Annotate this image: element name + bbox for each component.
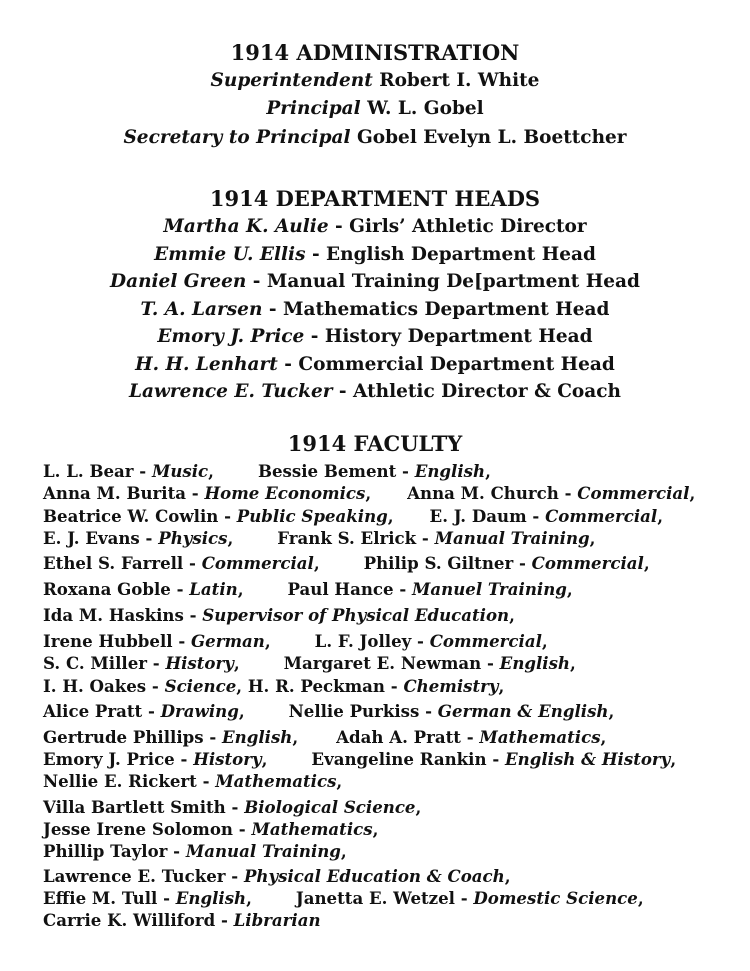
faculty-row	[43, 528, 595, 548]
faculty-row	[43, 819, 378, 839]
separator: ,	[637, 888, 644, 908]
faculty-name: Anna M. Burita -	[43, 483, 205, 503]
faculty-subject: Librarian	[233, 910, 321, 930]
faculty-subject: German & English	[437, 701, 609, 721]
admin-line-secretary	[0, 124, 750, 152]
department-head-line	[0, 296, 750, 324]
faculty-row	[43, 483, 695, 503]
faculty-name: Emory J. Price -	[43, 749, 194, 769]
department-head-line	[0, 323, 750, 351]
faculty-name: I. H. Oakes -	[43, 676, 165, 696]
faculty-name: Frank S. Elrick -	[277, 528, 435, 548]
faculty-name: Alice Pratt -	[43, 701, 161, 721]
faculty-name: Jesse Irene Solomon -	[43, 819, 252, 839]
faculty-subject: Commercial	[545, 506, 658, 526]
faculty-subject: Mathematics	[251, 819, 373, 839]
department-head-line	[0, 241, 750, 269]
faculty-row	[43, 797, 421, 817]
faculty-name: Irene Hubbell -	[43, 631, 192, 651]
faculty-subject: Chemistry	[403, 676, 499, 696]
faculty-row	[43, 910, 321, 930]
faculty-name: Villa Bartlett Smith -	[43, 797, 245, 817]
department-head-line	[0, 378, 750, 406]
faculty-name: Bessie Bement -	[257, 461, 415, 481]
faculty-subject: Public Speaking	[236, 506, 388, 526]
faculty-name: Philip S. Giltner -	[363, 553, 532, 573]
head-name: Emory J. Price	[157, 326, 305, 347]
separator: ,	[340, 841, 347, 861]
administration-title: 1914 ADMINISTRATION	[230, 40, 520, 65]
faculty-subject: Physical Education & Coach	[243, 866, 505, 886]
separator: ,	[689, 483, 696, 503]
faculty-row	[43, 866, 511, 886]
faculty-row	[43, 888, 644, 908]
faculty-subject: Manual Training	[185, 841, 341, 861]
head-name: T. A. Larsen	[140, 298, 263, 320]
admin-line-superintendent	[0, 67, 750, 95]
separator: ,	[246, 888, 252, 908]
faculty-row	[43, 506, 663, 526]
head-role: - Mathematics Department Head	[262, 298, 610, 320]
faculty-name: Carrie K. Williford -	[43, 910, 234, 930]
head-role: - History Department Head	[304, 326, 593, 347]
faculty-name: E. J. Daum -	[429, 506, 546, 526]
separator: ,	[485, 461, 491, 481]
faculty-subject: English	[175, 888, 247, 908]
faculty-name: L. L. Bear -	[43, 461, 152, 481]
head-role: - Girls’ Athletic Director	[328, 216, 587, 237]
faculty-row	[43, 605, 515, 625]
separator: ,	[336, 771, 343, 791]
separator: ,	[237, 579, 244, 599]
faculty-row	[43, 749, 676, 769]
admin-name: Robert I. White	[372, 70, 540, 91]
separator: ,	[238, 701, 245, 721]
faculty-subject: English & History	[505, 749, 671, 769]
separator: ,	[657, 506, 664, 526]
head-name: Daniel Green	[110, 271, 247, 292]
admin-role: Superintendent	[210, 70, 373, 91]
faculty-name: L. F. Jolley -	[314, 631, 430, 651]
separator: ,	[372, 819, 379, 839]
faculty-subject: Commercial	[201, 553, 314, 573]
faculty-title-wrap	[0, 430, 750, 458]
faculty-name: Ethel S. Farrell -	[43, 553, 202, 573]
admin-role: Secretary to Principal	[123, 127, 351, 148]
admin-line-principal	[0, 95, 750, 123]
separator: ,	[387, 506, 394, 526]
separator: ,	[566, 579, 573, 599]
separator: ,	[589, 528, 596, 548]
faculty-row	[43, 701, 614, 721]
faculty-subject: Commercial	[429, 631, 542, 651]
department-head-line	[0, 213, 750, 241]
head-name: Emmie U. Ellis	[154, 243, 306, 265]
separator: ,	[261, 749, 268, 769]
faculty-row	[43, 676, 504, 696]
faculty-subject: Science	[164, 676, 237, 696]
separator: ,	[365, 483, 372, 503]
faculty-name: E. J. Evans -	[43, 528, 159, 548]
separator: ,	[643, 553, 650, 573]
department-heads-title: 1914 DEPARTMENT HEADS	[209, 186, 541, 211]
faculty-subject: Domestic Science	[473, 888, 638, 908]
faculty-subject: History	[165, 653, 234, 673]
faculty-row	[43, 631, 548, 651]
faculty-row	[43, 553, 650, 573]
faculty-row	[43, 771, 342, 791]
faculty-name: Gertrude Phillips -	[43, 727, 223, 747]
separator: ,	[670, 749, 677, 769]
separator: ,	[415, 797, 422, 817]
faculty-name: Paul Hance -	[287, 579, 413, 599]
separator: ,	[570, 653, 576, 673]
faculty-name: H. R. Peckman -	[242, 676, 404, 696]
faculty-subject: Mathematics	[215, 771, 337, 791]
faculty-name: Nellie E. Rickert -	[43, 771, 216, 791]
faculty-subject: Music	[151, 461, 209, 481]
separator: ,	[292, 727, 299, 747]
faculty-subject: Physics	[158, 528, 228, 548]
faculty-name: Effie M. Tull -	[43, 888, 176, 908]
faculty-name: Janetta E. Wetzel -	[295, 888, 474, 908]
faculty-subject: Manual Training	[434, 528, 590, 548]
faculty-subject: English	[222, 727, 293, 747]
faculty-name: Phillip Taylor -	[43, 841, 186, 861]
admin-role: Principal	[266, 97, 361, 119]
faculty-subject: English	[414, 461, 486, 481]
department-head-line	[0, 351, 750, 379]
separator: ,	[509, 605, 515, 625]
separator: ,	[608, 701, 615, 721]
admin-name: W. L. Gobel	[360, 97, 484, 119]
head-role: - Athletic Director & Coach	[332, 381, 621, 402]
separator: ,	[264, 631, 271, 651]
separator: ,	[227, 528, 234, 548]
head-role: - English Department Head	[305, 243, 596, 265]
faculty-row	[43, 653, 576, 673]
faculty-subject: English	[499, 653, 571, 673]
faculty-name: Margaret E. Newman -	[283, 653, 500, 673]
separator: ,	[233, 653, 240, 673]
faculty-subject: Commercial	[531, 553, 644, 573]
department-heads-section	[0, 185, 750, 406]
admin-name: Gobel Evelyn L. Boettcher	[350, 127, 627, 148]
separator: ,	[498, 676, 505, 696]
faculty-subject: Home Economics	[204, 483, 366, 503]
faculty-name: Ida M. Haskins -	[43, 605, 203, 625]
faculty-subject: Commercial	[577, 483, 690, 503]
faculty-subject: Supervisor of Physical Education	[202, 605, 510, 625]
faculty-title: 1914 FACULTY	[287, 431, 463, 456]
faculty-name: Roxana Goble -	[43, 579, 190, 599]
separator: ,	[208, 461, 214, 481]
faculty-name: Evangeline Rankin -	[311, 749, 505, 769]
separator: ,	[600, 727, 607, 747]
head-name: Martha K. Aulie	[163, 216, 329, 237]
separator: ,	[541, 631, 548, 651]
faculty-row	[43, 841, 347, 861]
faculty-name: Beatrice W. Cowlin -	[43, 506, 237, 526]
separator: ,	[313, 553, 320, 573]
separator: ,	[236, 676, 243, 696]
head-name: Lawrence E. Tucker	[129, 381, 333, 402]
faculty-subject: Biological Science	[244, 797, 416, 817]
faculty-row	[43, 579, 573, 599]
faculty-name: Lawrence E. Tucker -	[43, 866, 244, 886]
faculty-row	[43, 727, 606, 747]
faculty-subject: History	[193, 749, 262, 769]
faculty-name: Nellie Purkiss -	[288, 701, 438, 721]
faculty-name: Adah A. Pratt -	[336, 727, 480, 747]
administration-section	[0, 39, 750, 152]
head-name: H. H. Lenhart	[135, 353, 278, 375]
department-head-line	[0, 268, 750, 296]
faculty-subject: Manuel Training	[412, 579, 567, 599]
head-role: - Commercial Department Head	[277, 353, 615, 375]
faculty-subject: Drawing	[160, 701, 239, 721]
faculty-subject: Mathematics	[479, 727, 601, 747]
faculty-name: Anna M. Church -	[407, 483, 578, 503]
faculty-subject: Latin	[189, 579, 238, 599]
faculty-name: S. C. Miller -	[43, 653, 166, 673]
separator: ,	[504, 866, 511, 886]
faculty-subject: German	[191, 631, 265, 651]
head-role: - Manual Training De[partment Head	[246, 271, 640, 292]
faculty-row	[43, 461, 491, 481]
